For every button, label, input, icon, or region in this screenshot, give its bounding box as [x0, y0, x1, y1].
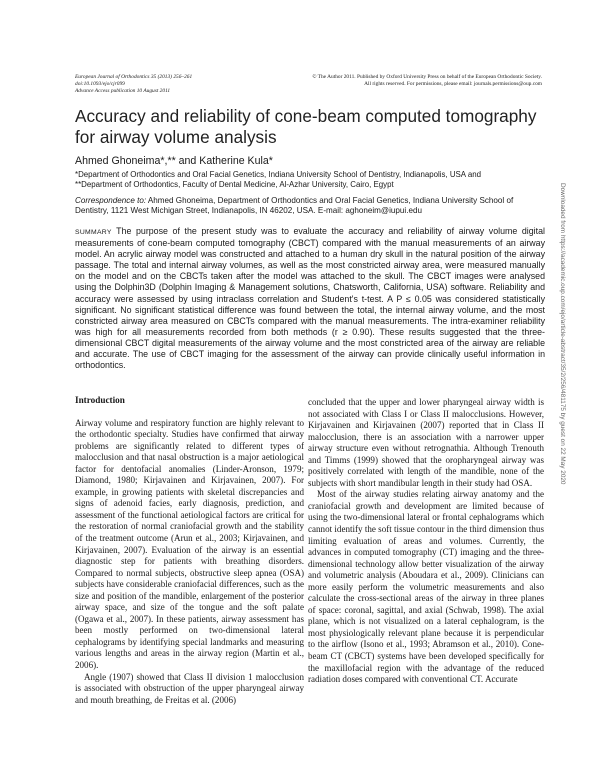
copyright: © The Author 2011. Published by Oxford University Press on behalf of the European Orthodontic Society. [312, 74, 542, 80]
journal-name: European Journal of Orthodontics 35 (2013) 256–261 [75, 74, 193, 80]
journal-citation [75, 74, 192, 95]
affiliation: **Department of Orthodontics, Faculty of Dental Medicine, Al-Azhar University, Cairo, Egypt [75, 179, 394, 189]
section-heading: Introduction [75, 395, 125, 405]
abstract [75, 226, 545, 371]
copyright-notice [312, 74, 542, 88]
affiliation: *Department of Orthodontics and Oral Facial Genetics, Indiana University School of Dentistry, Indianapolis, USA and [75, 170, 481, 179]
paragraph: concluded that the upper and lower pharyngeal airway width is not associated with Class I or Class II malocclusions. However, Kirjavainen and Kirjavainen (2007) reported that in Class II malocclusion, there is an association with a narrower upper airway structure even without retrognathia. Although Trenouth and Timms (1999) showed that the oropharyngeal airway was positively correlated with length of the mandible, none of the subjects with short mandibular length in their study had OSA. [308, 397, 544, 488]
authors: Ahmed Ghoneima*,** and Katherine Kula* [75, 155, 273, 167]
correspondence-label: Correspondence to: [75, 196, 147, 205]
body-column-right [308, 397, 544, 686]
advance-access: Advance Access publication 10 August 2011 [75, 88, 171, 94]
summary-text: The purpose of the present study was to evaluate the accuracy and reliability of airway volume digital measurements of cone-beam computed tomography (CBCT) compared with the manual measurements of an airway model. An acrylic airway model was constructed and attached to a human dry skull in the natural position of the airway passage. The total and internal airway volumes, as well as the most constricted airway area, were measured manually on the model and on the CBCTs taken after the model was attached to the skull. The CBCT images were analysed using the Dolphin3D (Dolphin Imaging & Management solutions, Chatsworth, California, USA) software. Reliability and accuracy were assessed by using intraclass correlation and Student's t-test. A P ≤ 0.05 was considered statistically significant. No significant statistical difference was found between the total, the internal airway volume, and the most constricted airway area measured on CBCTs compared with the manual measurements. The intra-examiner reliability was high for all measurements recorded from both methods (r ≥ 0.90). These results suggested that the three-dimensional CBCT digital measurements of the airway volume and the most constricted area of the airway are reliable and accurate. The use of CBCT imaging for the assessment of the airway can provide clinically useful information in orthodontics. [75, 226, 545, 371]
affiliations [75, 170, 481, 189]
correspondence [75, 196, 545, 216]
permissions: All rights reserved. For permissions, please email: journals.permissions@oup.com [364, 81, 542, 87]
paragraph: Most of the airway studies relating airway anatomy and the craniofacial growth and development are limited because of using the two-dimensional lateral or frontal cephalograms which cannot identify the soft tissue contour in the third dimension thus limiting evaluation of areas and volumes. Currently, the advances in computed tomography (CT) imaging and the three-dimensional technology allow better visualization of the airway and volumetric analysis (Aboudara et al., 2009). Clinicians can more easily perform the volumetric measurements and also calculate the cross-sectional areas of the airway in three planes of space: coronal, sagittal, and axial (Schwab, 1998). The axial plane, which is not visualized on a lateral cephalogram, is the most physiologically relevant plane because it is perpendicular to the airflow (Isono et al., 1993; Abramson et al., 2010). Cone-beam CT (CBCT) systems have been developed specifically for the maxillofacial region with the advantage of the reduced radiation doses compared with conventional CT. Accurate [308, 489, 544, 685]
paragraph: Angle (1907) showed that Class II division 1 malocclusion is associated with obstruction of the upper pharyngeal airway and mouth breathing, de Freitas et al. (2006) [75, 671, 304, 705]
doi: doi:10.1093/ejo/cjr099 [75, 81, 125, 87]
watermark-text: Downloaded from https://academic.oup.com/ejo/article-abstract/35/2/256/481175 by guest on 22 May 2020 [559, 183, 566, 485]
article-title: Accuracy and reliability of cone-beam computed tomography for airway volume analysis [75, 106, 537, 147]
correspondence-text: Ahmed Ghoneima, Department of Orthodontics and Oral Facial Genetics, Indiana University School of Dentistry, 1121 West Michigan Street, Indianapolis, IN 46202, USA. E-mail: aghoneim@iupui.edu [75, 196, 514, 215]
summary-label: SUMMARY [75, 229, 112, 236]
body-column-left [75, 395, 304, 706]
paragraph: Airway volume and respiratory function are highly relevant to the orthodontic specialty. Studies have confirmed that airway problems are significantly related to different types of malocclusion and that nasal obstruction is a major aetiological factor for dentofacial anomalies (Linder-Aronson, 1979; Diamond, 1980; Kirjavainen and Kirjavainen, 2007). For example, in growing patients with skeletal discrepancies and signs of adenoid facies, early diagnosis, prediction, and assessment of the functional aetiological factors are critical for the restoration of normal craniofacial growth and the stability of the treatment outcome (Arun et al., 2003; Kirjavainen, and Kirjavainen, 2007). Evaluation of the airway is an essential diagnostic step for patients with breathing disorders. Compared to normal subjects, obstructive sleep apnea (OSA) subjects have considerable craniofacial differences, such as the size and position of the mandible, enlargement of the posterior airway space, and size of the tongue and the soft palate (Ogawa et al., 2007). In these patients, airway assessment has been mostly performed on two-dimensional lateral cephalograms by identifying special landmarks and measuring various lengths and areas in the airway region (Martin et al., 2006). [75, 417, 304, 671]
